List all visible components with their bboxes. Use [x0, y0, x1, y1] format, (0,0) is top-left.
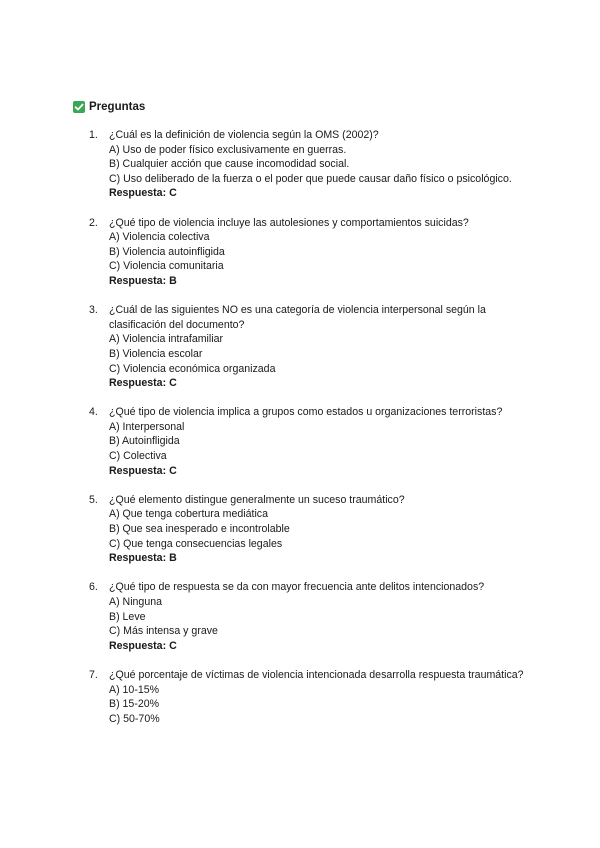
answer-option: C) Que tenga consecuencias legales: [109, 537, 283, 550]
answer-option: B) Violencia autoinfligida: [109, 245, 225, 258]
question-number: 1.: [89, 129, 98, 141]
question-item: [89, 405, 529, 478]
answer-value: B: [169, 552, 177, 565]
section-title: Preguntas: [89, 101, 146, 113]
answer-option: A) Que tenga cobertura mediática: [109, 508, 268, 521]
answer-option: C) Violencia comunitaria: [109, 260, 224, 273]
answer-line: [109, 639, 529, 654]
answer-option: A) Violencia colectiva: [109, 231, 210, 244]
answer-option: B) Violencia escolar: [109, 347, 203, 360]
question-body: [109, 580, 529, 653]
answer-option: A) Violencia intrafamiliar: [109, 333, 224, 346]
question-number: 5.: [89, 493, 98, 506]
answer-label: Respuesta:: [109, 274, 167, 287]
question-number: 4.: [89, 406, 98, 419]
question-item: [89, 668, 529, 726]
answer-line: [109, 551, 529, 566]
question-text: ¿Qué porcentaje de víctimas de violencia intencionada desarrolla respuesta traumática?: [109, 668, 524, 681]
answer-value: C: [169, 377, 177, 390]
question-list: [89, 128, 529, 741]
question-item: [89, 493, 529, 566]
question-item: [89, 303, 529, 391]
answer-value: B: [169, 274, 177, 287]
question-text: ¿Cuál es la definición de violencia según la OMS (2002)?: [109, 129, 379, 141]
answer-label: Respuesta:: [109, 464, 167, 477]
answer-label: Respuesta:: [109, 377, 167, 390]
answer-option: B) Cualquier acción que cause incomodidad social.: [109, 158, 350, 171]
answer-option: B) Que sea inesperado e incontrolable: [109, 523, 290, 536]
answer-value: C: [169, 464, 177, 477]
check-mark-icon: [73, 101, 85, 113]
question-item: [89, 580, 529, 653]
answer-line: [109, 274, 529, 289]
answer-option: A) Interpersonal: [109, 420, 185, 433]
answer-option: C) Uso deliberado de la fuerza o el poder que puede causar daño físico o psicológico.: [109, 172, 512, 185]
answer-option: B) 15-20%: [109, 698, 160, 711]
answer-option: A) Ninguna: [109, 596, 162, 608]
question-item: [89, 128, 529, 201]
question-text: ¿Qué tipo de respuesta se da con mayor frecuencia ante delitos intencionados?: [109, 581, 485, 594]
answer-option: B) Autoinfligida: [109, 435, 180, 448]
question-body: [109, 493, 529, 566]
question-number: 7.: [89, 668, 98, 681]
answer-option: C) Violencia económica organizada: [109, 362, 276, 375]
answer-option: A) 10-15%: [109, 683, 160, 696]
question-number: 2.: [89, 216, 98, 229]
question-body: [109, 303, 529, 391]
answer-label: Respuesta:: [109, 187, 167, 200]
question-number: 3.: [89, 304, 98, 317]
question-text: ¿Qué elemento distingue generalmente un suceso traumático?: [109, 493, 405, 506]
question-item: [89, 216, 529, 289]
question-body: [109, 405, 529, 478]
question-text: ¿Qué tipo de violencia implica a grupos como estados u organizaciones terroristas?: [109, 406, 503, 419]
answer-value: C: [169, 639, 177, 652]
answer-label: Respuesta:: [109, 639, 167, 652]
answer-option: C) Más intensa y grave: [109, 625, 218, 638]
question-text: ¿Qué tipo de violencia incluye las autolesiones y comportamientos suicidas?: [109, 216, 469, 229]
answer-line: [109, 186, 529, 201]
question-text: ¿Cuál de las siguientes NO es una categoría de violencia interpersonal según la clasificación del documento?: [109, 304, 486, 331]
answer-option: C) 50-70%: [109, 712, 160, 725]
answer-option: A) Uso de poder físico exclusivamente en guerras.: [109, 143, 347, 156]
answer-value: C: [169, 187, 177, 200]
answer-option: B) Leve: [109, 610, 146, 623]
section-heading: [73, 100, 145, 114]
answer-option: C) Colectiva: [109, 450, 167, 463]
answer-line: [109, 376, 529, 391]
question-number: 6.: [89, 581, 98, 594]
question-body: [109, 668, 529, 726]
answer-label: Respuesta:: [109, 552, 167, 565]
question-body: [109, 128, 529, 201]
question-body: [109, 216, 529, 289]
answer-line: [109, 464, 529, 479]
